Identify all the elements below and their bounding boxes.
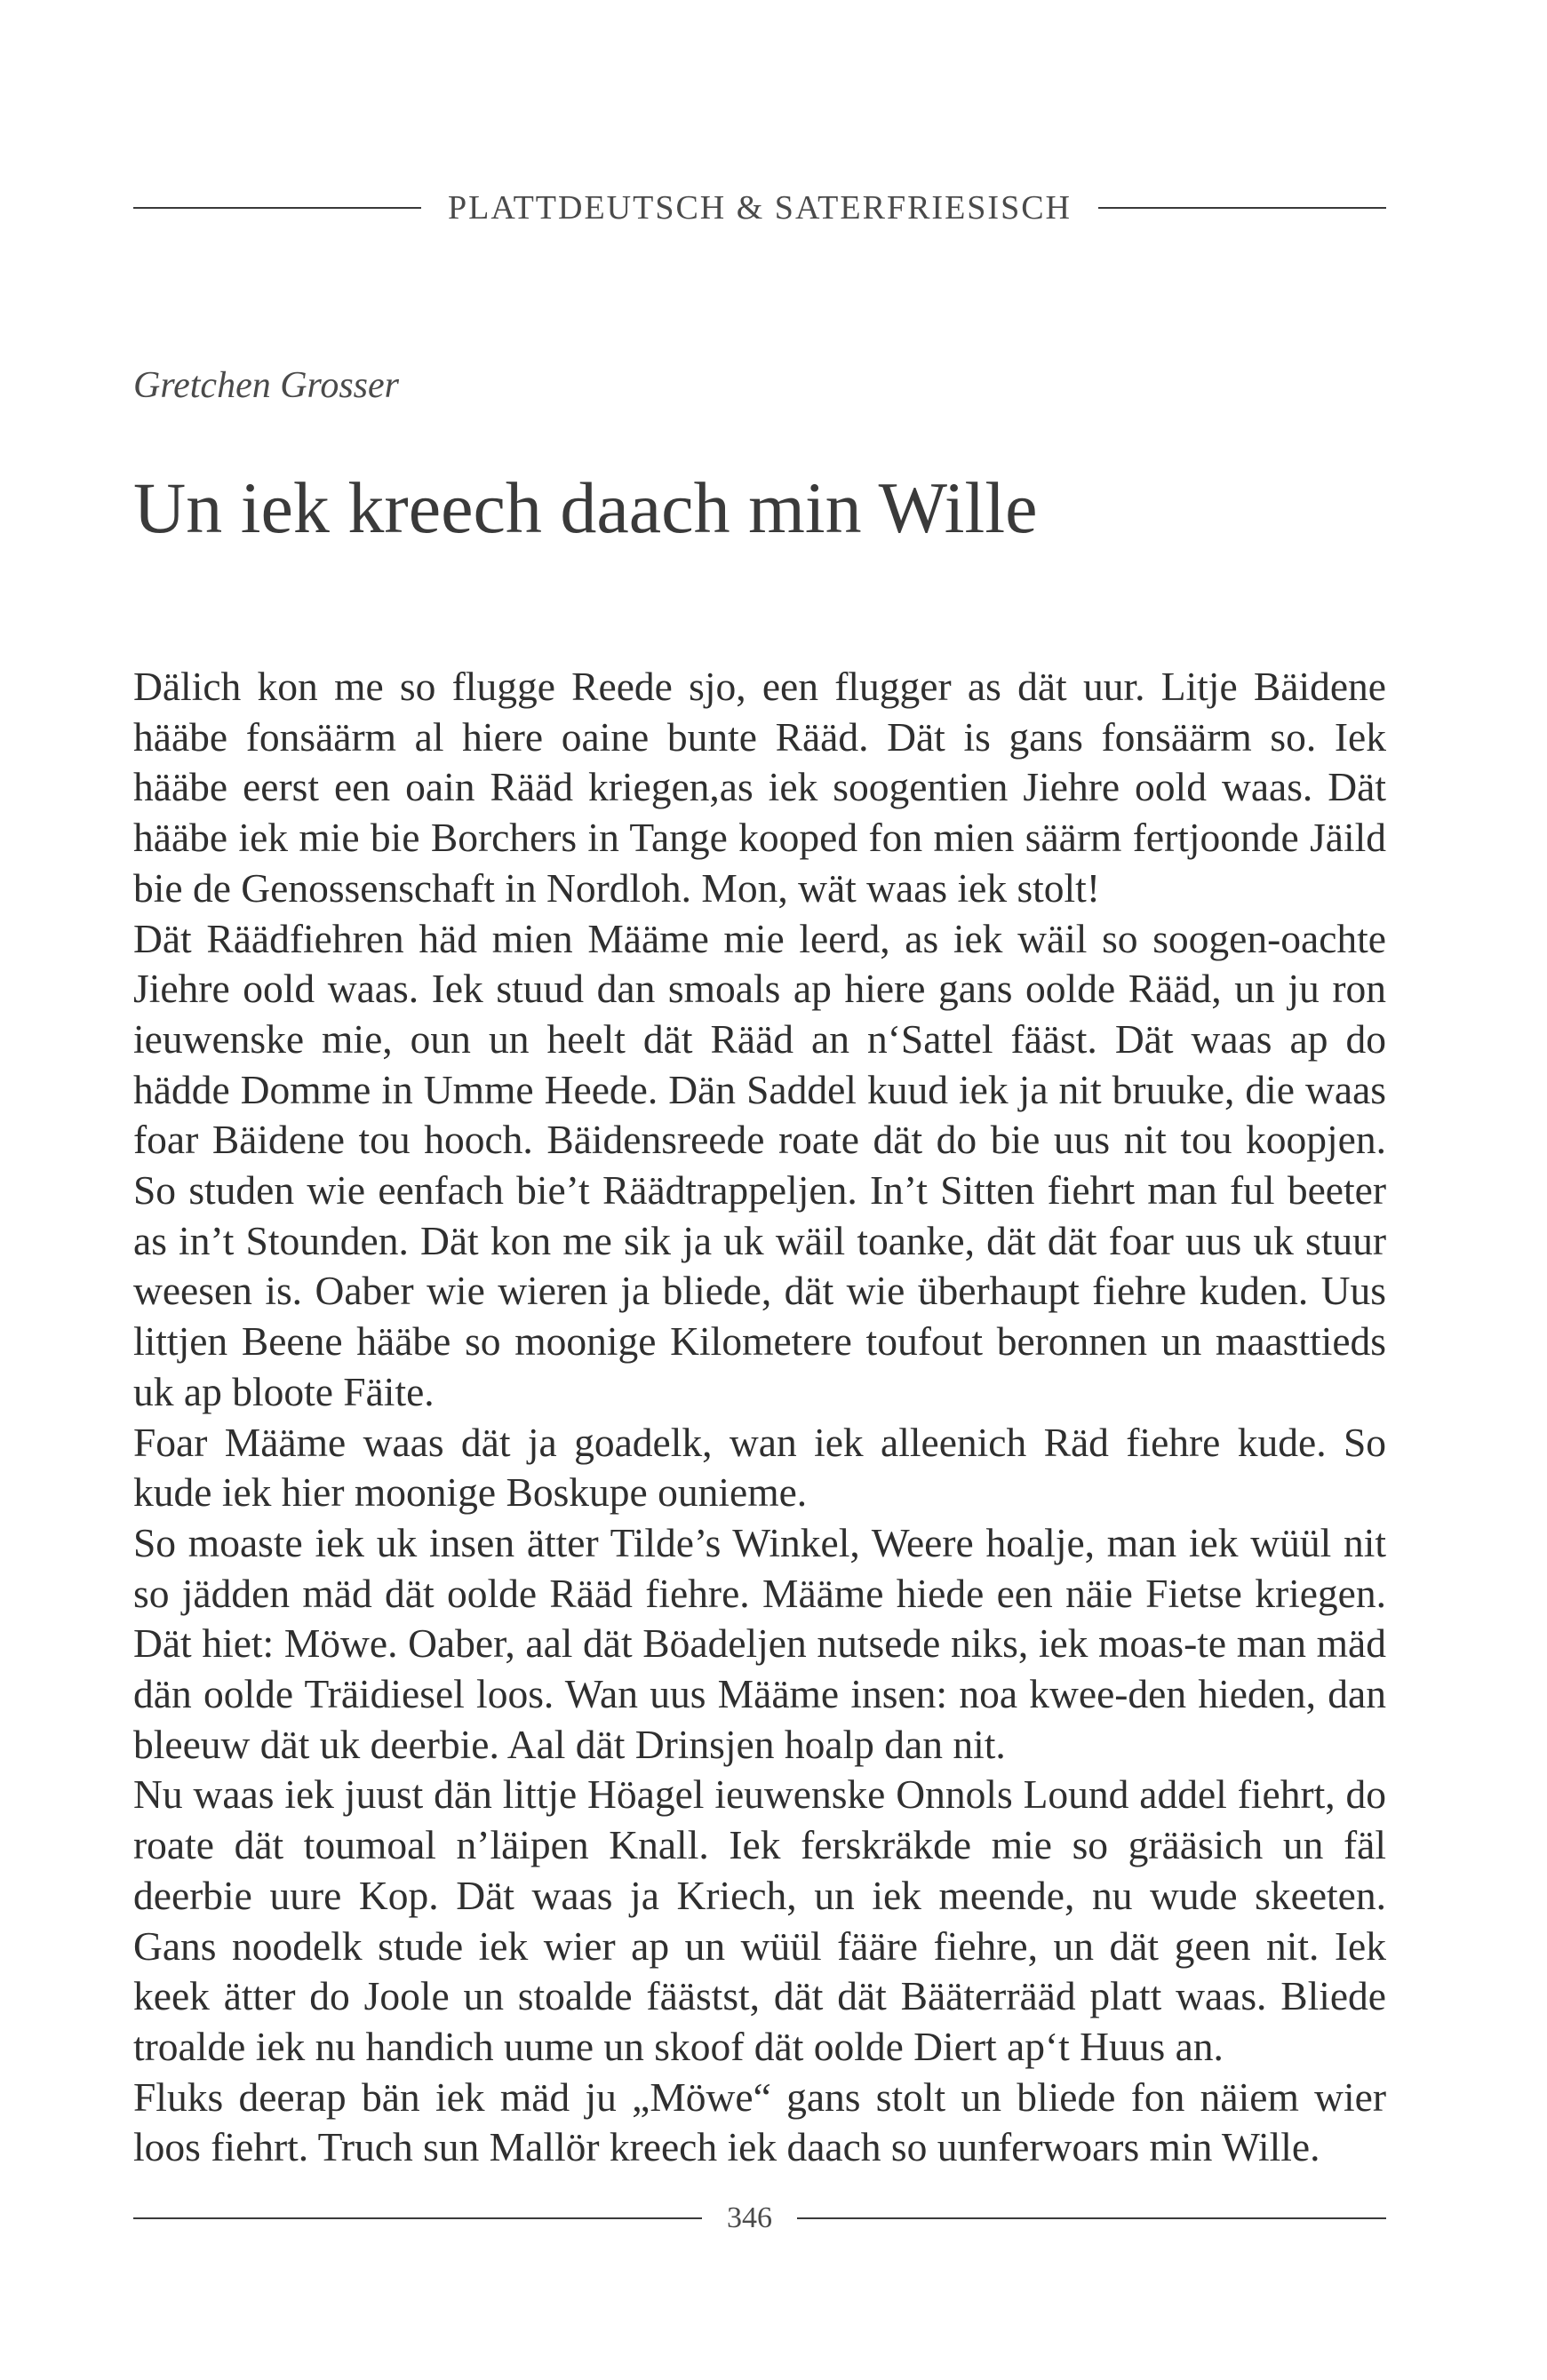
paragraph-6: Fluks deerap bän iek mäd ju „Möwe“ gans stolt un bliede fon näiem wier loos fiehrt. Truch sun Mallör kreech iek daach so uunferwoars min Wille. bbox=[133, 2074, 1386, 2170]
section-label: PLATTDEUTSCH & SATERFRIESISCH bbox=[448, 189, 1072, 227]
paragraph-5: Nu waas iek juust dän littje Höagel ieuwenske Onnols Lound addel fiehrt, do roate dät toumoal n’läipen Knall. Iek ferskräkde mie so grääsich un fäl deerbie uure Kop. Dät waas ja Kriech, un iek meende, nu wude skeeten. Gans noodelk stude iek wier ap un wüül fääre fiehre, un dät geen nit. Iek keek ätter do Joole un stoalde fäästst, dät dät Bääterrääd platt waas. Bliede troalde iek nu handich uume un skoof dät oolde Diert ap‘t Huus an. bbox=[133, 1771, 1386, 2069]
page-number: 346 bbox=[727, 2201, 772, 2234]
footer-rule-right bbox=[797, 2217, 1386, 2219]
page-footer bbox=[133, 2201, 1386, 2235]
author-name: Gretchen Grosser bbox=[133, 365, 400, 406]
paragraph-3: Foar Määme waas dät ja goadelk, wan iek alleenich Räd fiehre kude. So kude iek hier moonige Boskupe ounieme. bbox=[133, 1419, 1386, 1516]
paragraph-4: So moaste iek uk insen ätter Tilde’s Winkel, Weere hoalje, man iek wüül nit so jädden mäd dät oolde Rääd fiehre. Määme hiede een näie Fietse kriegen. Dät hiet: Möwe. Oaber, aal dät Böadeljen nutsede niks, iek moas-te man mäd dän oolde Träidiesel loos. Wan uus Määme insen: noa kwee-den hieden, dan bleeuw dät uk deerbie. Aal dät Drinsjen hoalp dan nit. bbox=[133, 1519, 1386, 1767]
article-body bbox=[133, 662, 1386, 2173]
header-rule-right bbox=[1098, 207, 1386, 209]
article-title: Un iek kreech daach min Wille bbox=[133, 467, 1038, 548]
paragraph-2: Dät Räädfiehren häd mien Määme mie leerd, as iek wäil so soogen-oachte Jiehre oold waas. Iek stuud dan smoals ap hiere gans oolde Rääd, un ju ron ieuwenske mie, oun un heelt dät Rääd an n‘Sattel fääst. Dät waas ap do hädde Domme in Umme Heede. Dän Saddel kuud iek ja nit bruuke, die waas foar Bäidene tou hooch. Bäidensreede roate dät do bie uus nit tou koopjen. So studen wie eenfach bie’t Räädtrappeljen. In’t Sitten fiehrt man ful beeter as in’t Stounden. Dät kon me sik ja uk wäil toanke, dät dät foar uus uk stuur weesen is. Oaber wie wieren ja bliede, dät wie überhaupt fiehre kuden. Uus littjen Beene hääbe so moonige Kilometere toufout beronnen un maasttieds uk ap bloote Fäite. bbox=[133, 915, 1386, 1414]
running-header bbox=[133, 188, 1386, 227]
header-rule-left bbox=[133, 207, 421, 209]
paragraph-1: Dälich kon me so flugge Reede sjo, een flugger as dät uur. Litje Bäidene hääbe fonsäärm al hiere oaine bunte Rääd. Dät is gans fonsäärm so. Iek hääbe eerst een oain Rääd kriegen,as iek soogentien Jiehre oold waas. Dät hääbe iek mie bie Borchers in Tange kooped fon mien säärm fertjoonde Jäild bie de Genossenschaft in Nordloh. Mon, wät waas iek stolt! bbox=[133, 664, 1386, 911]
footer-rule-left bbox=[133, 2217, 702, 2219]
